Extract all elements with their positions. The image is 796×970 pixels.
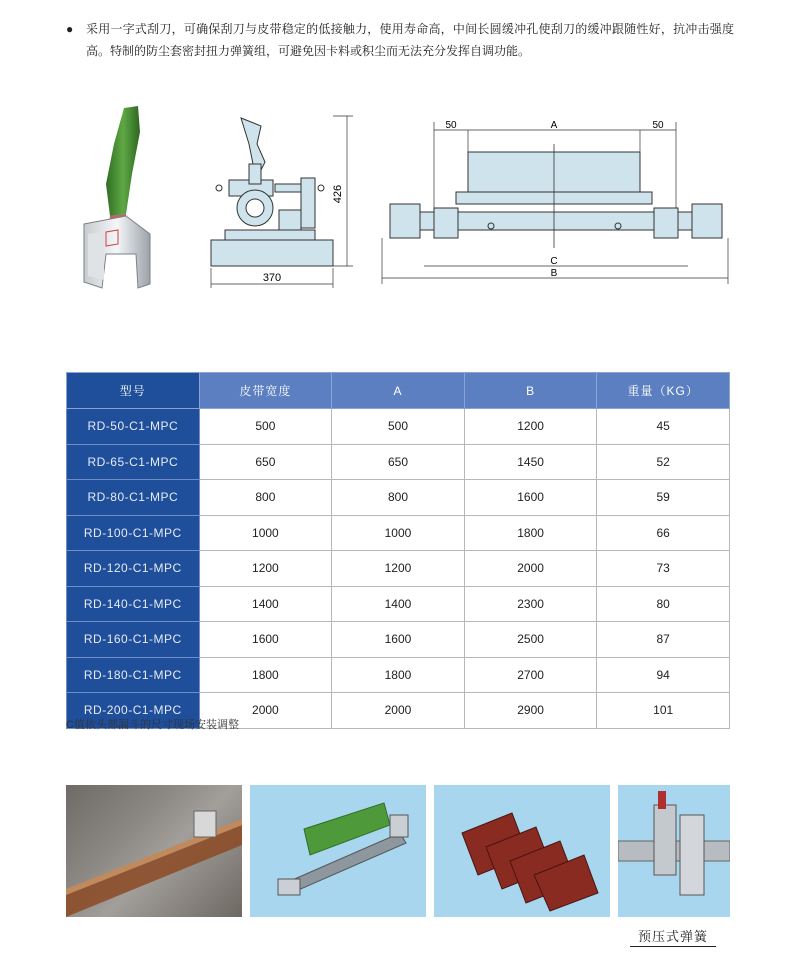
right-offset-label: 50	[652, 120, 664, 131]
cell-model: RD-80-C1-MPC	[67, 480, 200, 516]
cell-belt-width: 650	[199, 444, 332, 480]
cell-weight: 73	[597, 551, 730, 587]
cell-weight: 80	[597, 586, 730, 622]
cell-belt-width: 1600	[199, 622, 332, 658]
cell-belt-width: 1000	[199, 515, 332, 551]
left-offset-label: 50	[445, 120, 457, 131]
cell-b: 1200	[464, 409, 597, 445]
header-belt-width: 皮带宽度	[199, 373, 332, 409]
table-row	[67, 622, 730, 658]
cell-a: 500	[332, 409, 465, 445]
table-header-row	[67, 373, 730, 409]
table-row	[67, 409, 730, 445]
height-dimension-label: 426	[332, 184, 344, 204]
cell-b: 2000	[464, 551, 597, 587]
cell-weight: 101	[597, 693, 730, 729]
cell-model: RD-140-C1-MPC	[67, 586, 200, 622]
cell-model: RD-180-C1-MPC	[67, 657, 200, 693]
cell-model: RD-120-C1-MPC	[67, 551, 200, 587]
intro-text: 采用一字式刮刀，可确保刮刀与皮带稳定的低接触力，使用寿命高，中间长圆缓冲孔使刮刀的缓冲跟随性好，抗冲击强度高。特制的防尘套密封扭力弹簧组，可避免因卡料或积尘而无法充分发挥自调功能。	[86, 22, 734, 58]
header-weight: 重量（KG）	[597, 373, 730, 409]
table-row	[67, 586, 730, 622]
cell-a: 800	[332, 480, 465, 516]
cell-belt-width: 1400	[199, 586, 332, 622]
cell-b: 2700	[464, 657, 597, 693]
spec-table	[66, 372, 730, 729]
cell-b: 1450	[464, 444, 597, 480]
cell-weight: 45	[597, 409, 730, 445]
cell-weight: 52	[597, 444, 730, 480]
side-view-drawing	[205, 104, 360, 294]
cell-a: 2000	[332, 693, 465, 729]
cell-a: 1400	[332, 586, 465, 622]
header-model: 型号	[67, 373, 200, 409]
cell-b: 2300	[464, 586, 597, 622]
dimension-c-label: C	[550, 256, 558, 267]
cell-weight: 94	[597, 657, 730, 693]
cell-a: 650	[332, 444, 465, 480]
cell-b: 2900	[464, 693, 597, 729]
cell-a: 1800	[332, 657, 465, 693]
table-row	[67, 551, 730, 587]
cell-belt-width: 2000	[199, 693, 332, 729]
table-row	[67, 444, 730, 480]
width-dimension-label: 370	[262, 272, 282, 284]
cell-b: 1800	[464, 515, 597, 551]
installation-note: C值依头部漏斗的尺寸现场安装调整	[66, 719, 239, 731]
header-b: B	[464, 373, 597, 409]
scraper-blade-figure	[66, 104, 166, 294]
cell-weight: 59	[597, 480, 730, 516]
pre-tension-spring-photo	[618, 785, 730, 917]
cell-b: 2500	[464, 622, 597, 658]
cell-a: 1600	[332, 622, 465, 658]
cell-belt-width: 500	[199, 409, 332, 445]
spring-caption: 预压式弹簧	[630, 926, 716, 947]
installed-scraper-photo	[66, 785, 242, 917]
table-row	[67, 657, 730, 693]
dimension-a-label: A	[550, 120, 558, 131]
cell-belt-width: 1200	[199, 551, 332, 587]
front-view-drawing	[376, 108, 736, 298]
cell-weight: 87	[597, 622, 730, 658]
cell-b: 1600	[464, 480, 597, 516]
green-scraper-photo	[250, 785, 426, 917]
cell-model: RD-50-C1-MPC	[67, 409, 200, 445]
bullet-icon: ●	[66, 22, 74, 36]
cell-model: RD-65-C1-MPC	[67, 444, 200, 480]
header-a: A	[332, 373, 465, 409]
cell-belt-width: 800	[199, 480, 332, 516]
cell-belt-width: 1800	[199, 657, 332, 693]
cell-a: 1200	[332, 551, 465, 587]
table-row	[67, 480, 730, 516]
dimension-b-label: B	[550, 268, 558, 279]
table-row	[67, 515, 730, 551]
intro-paragraph	[66, 18, 734, 62]
cell-model: RD-200-C1-MPC	[67, 693, 200, 729]
cell-model: RD-160-C1-MPC	[67, 622, 200, 658]
red-blade-segments-photo	[434, 785, 610, 917]
cell-a: 1000	[332, 515, 465, 551]
cell-weight: 66	[597, 515, 730, 551]
cell-model: RD-100-C1-MPC	[67, 515, 200, 551]
